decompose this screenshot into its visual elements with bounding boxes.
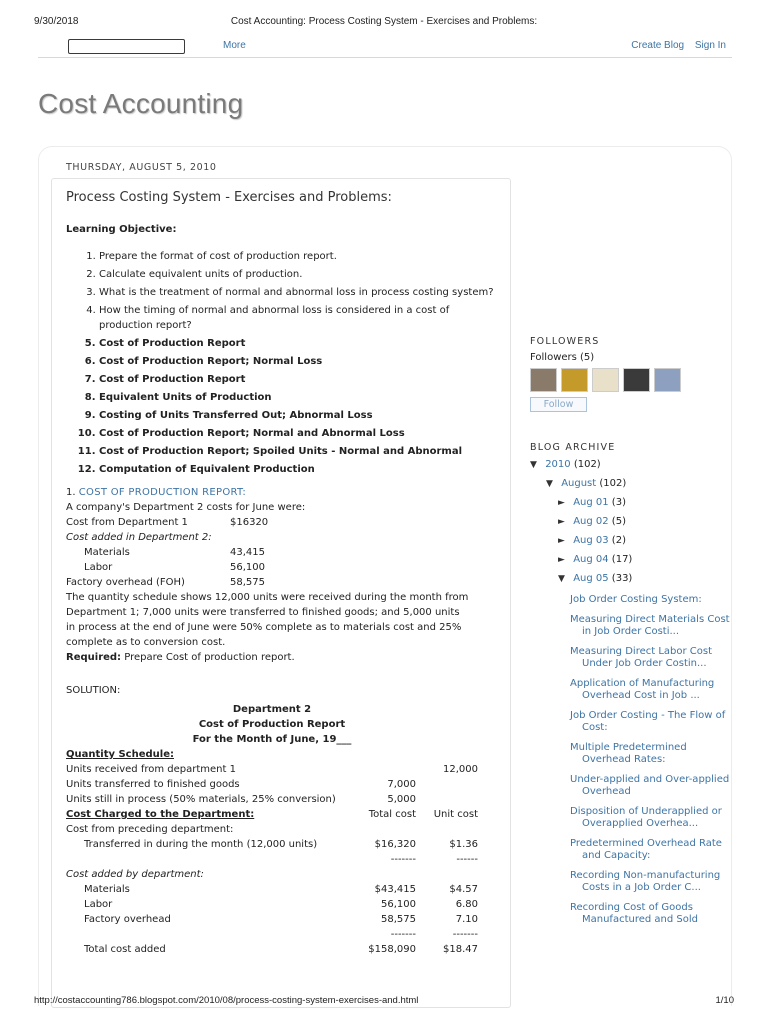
cost-value: 56,100	[230, 562, 265, 573]
blog-title[interactable]: Cost Accounting	[38, 88, 244, 119]
cost-added-label: Cost added in Department 2:	[66, 532, 212, 543]
required-line	[66, 650, 506, 665]
archive-month-count: (102)	[596, 478, 627, 489]
follower-avatar[interactable]	[623, 368, 650, 392]
total-cost-cell: -------	[390, 854, 416, 865]
blogger-navbar	[38, 36, 732, 58]
section-number: 1.	[66, 487, 76, 498]
unit-cost-cell: $1.36	[449, 839, 478, 850]
archive-post-link[interactable]: Job Order Costing System:	[570, 594, 702, 605]
objective-item[interactable]: 11. Cost of Production Report; Spoiled Units - Normal and Abnormal	[99, 444, 506, 459]
total-cost-cell	[356, 762, 416, 777]
unit-cost-cell	[416, 792, 478, 807]
table-row	[66, 762, 478, 777]
report-period: For the Month of June, 19___	[192, 734, 352, 745]
unit-cost-cell: 6.80	[455, 899, 478, 910]
archive-week-count: (3)	[608, 497, 626, 508]
table-row	[66, 807, 478, 822]
table-row	[66, 942, 478, 957]
archive-week	[558, 497, 730, 516]
row-label: Labor	[84, 899, 113, 910]
objective-item: 1. Prepare the format of cost of production report.	[99, 249, 506, 264]
archive-post-link[interactable]: Measuring Direct Materials Cost in Job Order Costi...	[570, 614, 730, 637]
row-label: Materials	[84, 884, 130, 895]
archive-year	[530, 459, 730, 478]
more-link[interactable]: More	[223, 40, 246, 51]
unit-cost-cell	[416, 867, 478, 882]
table-row	[66, 852, 478, 867]
row-label: Quantity Schedule:	[66, 749, 174, 760]
intro-text: A company's Department 2 costs for June were:	[66, 502, 306, 513]
archive-week	[558, 573, 730, 592]
print-date: 9/30/2018	[34, 16, 79, 27]
follower-avatars	[530, 368, 730, 392]
cost-label: Labor	[84, 562, 113, 573]
navbar-right	[623, 40, 726, 51]
total-cost-cell: 58,575	[381, 914, 416, 925]
table-row	[66, 867, 478, 882]
table-row	[66, 792, 478, 807]
required-text: Prepare Cost of production report.	[121, 652, 295, 663]
table-row	[66, 837, 478, 852]
archive-week-count: (33)	[608, 573, 633, 584]
total-cost-cell: $16,320	[374, 839, 416, 850]
create-blog-link[interactable]: Create Blog	[631, 40, 685, 51]
table-row	[66, 912, 478, 927]
post-body	[66, 222, 506, 957]
archive-week-count: (5)	[608, 516, 626, 527]
problem-statement	[66, 500, 506, 665]
archive-month-link[interactable]: August	[561, 478, 597, 489]
cost-row	[66, 515, 506, 530]
objective-item: 3. What is the treatment of normal and abnormal loss in process costing system?	[99, 285, 506, 300]
archive-week-count: (17)	[608, 554, 633, 565]
quantity-line: in process at the end of June were 50% complete as to materials cost and 25%	[66, 622, 462, 633]
archive-week-link[interactable]: Aug 04	[573, 554, 609, 565]
archive-week	[558, 516, 730, 535]
row-label: Cost Charged to the Department:	[66, 809, 255, 820]
table-row	[66, 747, 478, 762]
print-header	[0, 16, 768, 30]
row-label: Units received from department 1	[66, 764, 236, 775]
unit-cost-cell: $18.47	[443, 944, 478, 955]
follower-avatar[interactable]	[654, 368, 681, 392]
follower-avatar[interactable]	[530, 368, 557, 392]
followers-heading: FOLLOWERS	[530, 336, 600, 347]
total-cost-cell: Total cost	[368, 809, 416, 820]
archive-year-link[interactable]: 2010	[545, 459, 571, 470]
archive-week-link[interactable]: Aug 02	[573, 516, 609, 527]
unit-cost-cell: 7.10	[455, 914, 478, 925]
cost-label: Factory overhead (FOH)	[66, 577, 185, 588]
archive-post-link[interactable]: Recording Cost of Goods Manufactured and Sold	[570, 902, 698, 925]
total-cost-cell	[356, 867, 416, 882]
cost-row	[66, 575, 506, 590]
objective-item[interactable]: 12. Computation of Equivalent Production	[99, 462, 506, 477]
total-cost-cell: 56,100	[381, 899, 416, 910]
row-label: Total cost added	[84, 944, 166, 955]
cost-value: 58,575	[230, 577, 265, 588]
follower-avatar[interactable]	[561, 368, 588, 392]
triangle-right-icon[interactable]: ►	[558, 536, 565, 546]
triangle-down-icon[interactable]: ▼	[530, 460, 537, 470]
learning-objective-heading: Learning Objective:	[66, 224, 177, 235]
section-heading	[66, 485, 506, 500]
table-row	[66, 897, 478, 912]
objectives-list	[99, 249, 506, 477]
total-cost-cell	[356, 822, 416, 837]
unit-cost-cell: -------	[452, 929, 478, 940]
cost-row	[66, 545, 506, 560]
print-url: http://costaccounting786.blogspot.com/2010/08/process-costing-system-exercises-and.html	[34, 995, 419, 1006]
table-row	[66, 777, 478, 792]
archive-post-list	[570, 594, 730, 926]
archive-post-link[interactable]: Recording Non-manufacturing Costs in a Job Order C...	[570, 870, 721, 893]
unit-cost-cell	[416, 777, 478, 792]
triangle-right-icon[interactable]: ►	[558, 555, 565, 565]
archive-week-link[interactable]: Aug 05	[573, 573, 609, 584]
row-label: Cost from preceding department:	[66, 824, 234, 835]
total-cost-cell: $43,415	[374, 884, 416, 895]
cost-row	[66, 560, 506, 575]
cost-label: Cost from Department 1	[66, 517, 188, 528]
objective-item[interactable]: 9. Costing of Units Transferred Out; Abnormal Loss	[99, 408, 506, 423]
post-date-header: THURSDAY, AUGUST 5, 2010	[66, 162, 217, 173]
unit-cost-cell: Unit cost	[433, 809, 478, 820]
objective-item: 2. Calculate equivalent units of production.	[99, 267, 506, 282]
production-report-table	[66, 747, 478, 957]
total-cost-cell: -------	[390, 929, 416, 940]
objective-item[interactable]: 5. Cost of Production Report	[99, 336, 506, 351]
print-page-number: 1/10	[715, 995, 734, 1006]
table-row	[66, 822, 478, 837]
archive-post-link[interactable]: Job Order Costing - The Flow of Cost:	[570, 710, 726, 733]
total-cost-cell	[356, 747, 416, 762]
archive-post-link[interactable]: Multiple Predetermined Overhead Rates:	[570, 742, 687, 765]
triangle-right-icon[interactable]: ►	[558, 498, 565, 508]
total-cost-cell: 5,000	[387, 794, 416, 805]
cost-label: Materials	[84, 547, 130, 558]
quantity-line: Department 1; 7,000 units were transferred to finished goods; and 5,000 units	[66, 607, 460, 618]
archive-post-link[interactable]: Disposition of Underapplied or Overapplied Overhea...	[570, 806, 722, 829]
cost-value: $16320	[230, 517, 269, 528]
cost-value: 43,415	[230, 547, 265, 558]
table-row	[66, 882, 478, 897]
print-title: Cost Accounting: Process Costing System - Exercises and Problems:	[230, 16, 538, 27]
triangle-right-icon[interactable]: ►	[558, 517, 565, 527]
section-link[interactable]: COST OF PRODUCTION REPORT:	[78, 487, 247, 498]
report-header	[66, 702, 506, 747]
print-footer	[34, 995, 734, 1006]
quantity-line: complete as to conversion cost.	[66, 637, 226, 648]
report-name: Cost of Production Report	[198, 719, 346, 730]
follow-button[interactable]: Follow	[530, 397, 587, 412]
archive-month	[530, 478, 730, 497]
report-dept: Department 2	[232, 704, 312, 715]
followers-count: Followers (5)	[530, 352, 595, 363]
total-cost-cell: $158,090	[368, 944, 416, 955]
solution-label: SOLUTION:	[66, 685, 121, 696]
blog-archive	[530, 459, 730, 926]
archive-week-link[interactable]: Aug 03	[573, 535, 609, 546]
total-cost-cell: 7,000	[387, 779, 416, 790]
archive-week	[558, 554, 730, 573]
row-label: Units transferred to finished goods	[66, 779, 240, 790]
triangle-down-icon[interactable]: ▼	[546, 479, 553, 489]
sidebar	[530, 336, 730, 934]
archive-post-link[interactable]: Measuring Direct Labor Cost Under Job Order Costin...	[570, 646, 713, 669]
archive-week-link[interactable]: Aug 01	[573, 497, 609, 508]
archive-week-count: (2)	[608, 535, 626, 546]
row-label: Factory overhead	[84, 914, 171, 925]
unit-cost-cell	[416, 747, 478, 762]
objective-item[interactable]: 6. Cost of Production Report; Normal Loss	[99, 354, 506, 369]
post-title: Process Costing System - Exercises and Problems:	[66, 190, 392, 205]
archive-heading: BLOG ARCHIVE	[530, 442, 616, 453]
follower-avatar[interactable]	[592, 368, 619, 392]
unit-cost-cell: 12,000	[443, 764, 478, 775]
objective-item[interactable]: 7. Cost of Production Report	[99, 372, 506, 387]
archive-year-count: (102)	[570, 459, 601, 470]
archive-post-link[interactable]: Application of Manufacturing Overhead Cost in Job ...	[570, 678, 715, 701]
quantity-line: The quantity schedule shows 12,000 units were received during the month from	[66, 592, 469, 603]
sign-in-link[interactable]: Sign In	[694, 40, 726, 51]
search-input[interactable]	[68, 39, 185, 54]
table-row	[66, 927, 478, 942]
objective-item[interactable]: 10. Cost of Production Report; Normal and Abnormal Loss	[99, 426, 506, 441]
unit-cost-cell: ------	[456, 854, 478, 865]
row-label: Transferred in during the month (12,000 units)	[84, 839, 318, 850]
objective-item[interactable]: 8. Equivalent Units of Production	[99, 390, 506, 405]
triangle-down-icon[interactable]: ▼	[558, 574, 565, 584]
objective-item: 4. How the timing of normal and abnormal loss is considered in a cost of production report?	[99, 303, 506, 333]
unit-cost-cell: $4.57	[449, 884, 478, 895]
archive-week	[558, 535, 730, 554]
archive-weeks	[530, 497, 730, 592]
archive-post-link[interactable]: Predetermined Overhead Rate and Capacity:	[570, 838, 722, 861]
unit-cost-cell	[416, 822, 478, 837]
row-label: Units still in process (50% materials, 25% conversion)	[66, 794, 336, 805]
archive-post-link[interactable]: Under-applied and Over-applied Overhead	[570, 774, 730, 797]
required-label: Required:	[66, 652, 122, 663]
row-label: Cost added by department:	[66, 869, 204, 880]
